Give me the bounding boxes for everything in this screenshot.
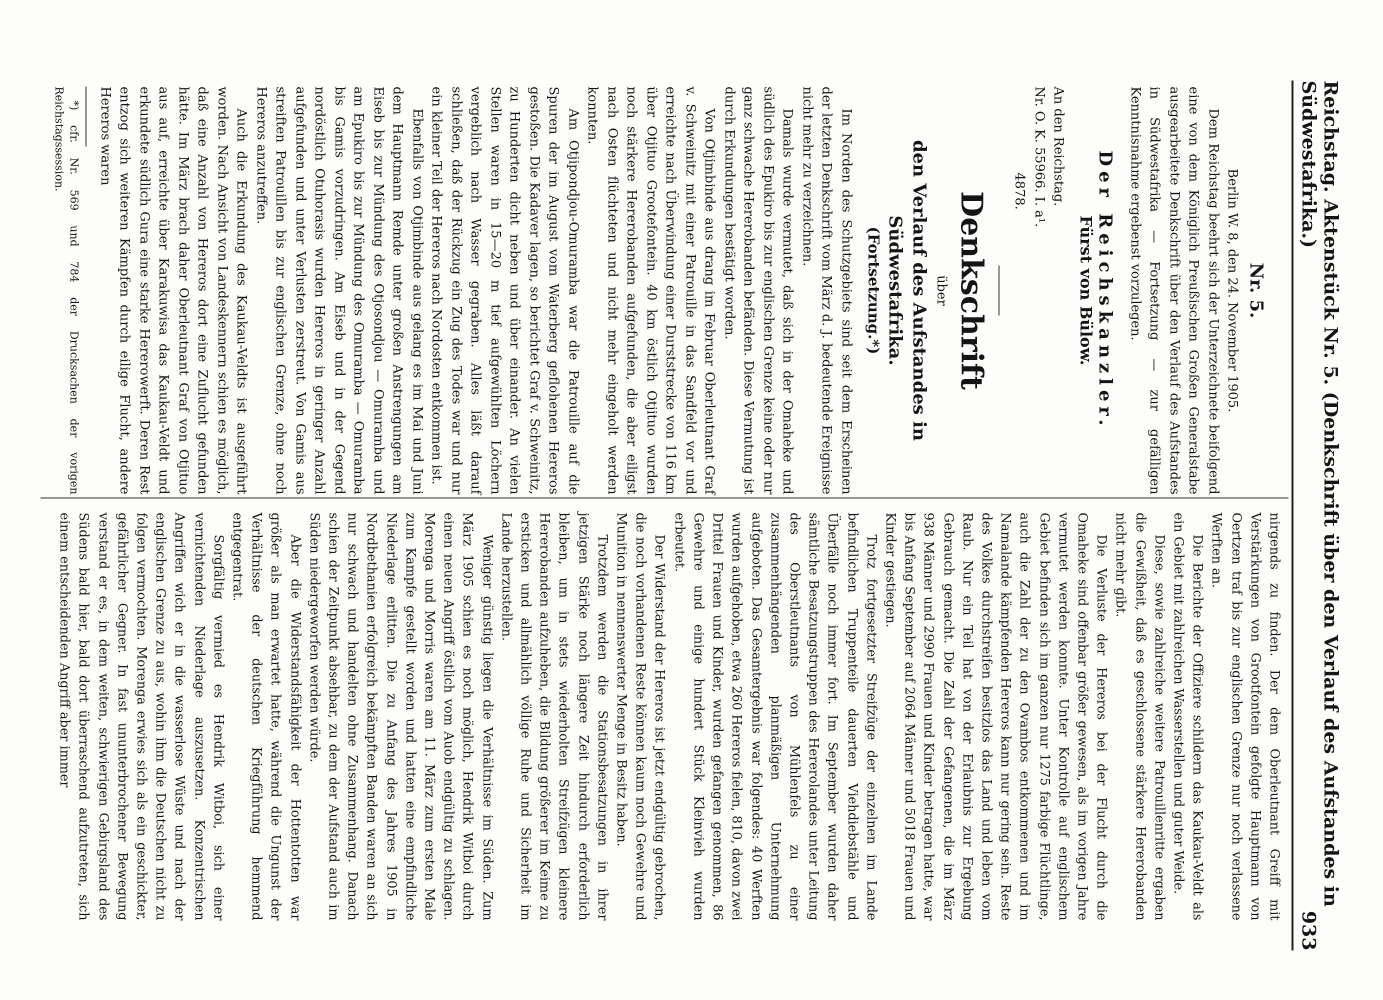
body-paragraph: Die Verluste der Hereros bei der Flucht durch die Omaheke sind offenbar größer gewesen, als im vorigen Jahre vermutet werden konnte. Unter Kontrolle auf englischem Gebiet befinden sich im ganzen nur 1275 farbige Flüchtlinge, auch die Zahl der zu den Ovambos entkommenen und im Namalande kämpfenden Hereros kann nur gering sein. Reste des Volkes durchstreifen besitzlos das Land und leben vom Raub. Nur ein Teil hat von der Erlaubnis zur Ergebung Gebrauch gemacht. Die Zahl der Gefangenen, die im März 938 Männer und 2990 Frauen und Kinder betragen hatte, war bis Anfang September auf 2064 Männer und 5018 Frauen und Kinder gestiegen. (881, 512, 1109, 920)
signer-title: Der Reichskanzler. (1094, 149, 1116, 431)
reference-number: 4878. (1011, 172, 1027, 210)
main-title: Denkschrift (953, 190, 988, 390)
body-paragraph: Trotzdem werden die Stationsbesatzungen in ihrer jetzigen Stärke noch längere Zeit hindurch erforderlich bleiben, um in stets wiederholten Streifzügen kleinere Hererobanden aufzuheben, die Bildung größerer im Keime zu ersticken und allmählich völlige Ruhe und Sicherheit im Lande herzustellen. (497, 512, 609, 920)
body-paragraph: Auch die Erkundung des Kaukau-Veldts ist ausgeführt worden. Nach Ansicht von Landeskennern schien es möglich, daß eine Anzahl von Hereros dort eine Zuflucht gefunden hätte. Im März brach daher Oberleutnant Graf von Otjituo aus auf, erreichte über Karakuwisa das Kaukau-Veldt und erkundete südlich Gura eine starke Hererowerft. Deren Rest entzog sich weiteren Kämpfen durch eilige Flucht, andere Hereros waren (97, 86, 249, 494)
document-number: Nr. 5. (1245, 262, 1266, 318)
date-line: Berlin W. 8, den 24. November 1905. (1224, 168, 1240, 412)
body-paragraph: Aber die Widerstandsfähigkeit der Hottentotten war größer als man erwartet hatte, während die Ungunst der Verhältnisse der deutschen Kriegführung hemmend entgegentrat. (229, 512, 302, 920)
footnote-rule (86, 86, 87, 146)
continuation-note: (Fortsetzung.*) (864, 226, 883, 354)
separator-rule (998, 265, 999, 315)
body-paragraph: Trotz fortgesetzter Streifzüge der einzelnen im Lande befindlichen Truppenteile dauerten Viehdiebstähle und Überfälle noch immer fort. Im September wurden daher sämtliche Besatzungstruppen des Hererolandes unter Leitung des Oberstleutnants von Mühlenfels zu einer zusammenhängenden planmäßigen Unternehmung aufgeboten. Das Gesamtergebnis war folgendes: 40 Werften wurden aufgehoben, etwa 260 Hereros fielen, 810, davon zwei Drittel Frauen und Kinder, wurden gefangen genommen, 86 Gewehre und einige hundert Stück Kleinvieh wurden erbeutet. (670, 512, 878, 920)
body-paragraph: Im Norden des Schutzgebiets sind seit dem Erscheinen der letzten Denkschrift vom März d. J. bedeutende Ereignisse nicht mehr zu verzeichnen. (799, 86, 853, 494)
body-paragraph: Am Otjipondjou-Omuramba war die Patrouille auf die Spuren der im August vom Waterberg geflohenen Hereros gestoßen. Die Kadaver lagen, so berichtet Graf v. Schweinitz, zu Hunderten dicht neben und über einander. An vielen Stellen waren in 15—20 m tief aufgewühlten Löchern vergeblich nach Wasser gegraben. Alles läßt darauf schließen, daß der Rückzug ein Zug des Todes war und nur ein kleiner Teil der Hereros nach Nordosten entkommen ist. (428, 86, 580, 494)
body-paragraph: Weniger günstig liegen die Verhältnisse im Süden. Zum März 1905 schien es noch möglich, Hendrik Witboi durch einen neuen Angriff östlich vom Auob endgültig zu schlagen. Morenga und Morris waren am 11. März zum ersten Male zum Kampfe gestellt worden und hatten eine empfindliche Niederlage erlitten. Die zu Anfang des Jahres 1905 in Nordbethanien erfolgreich bekämpften Banden waren an sich nur schwach und handelten ohne Zusammenhang. Danach schien der Zeitpunkt absehbar, zu dem der Aufstand auch im Süden niedergeworfen werden würde. (305, 512, 494, 920)
right-column (54, 512, 1283, 920)
page-number: 933 (1297, 910, 1319, 950)
body-paragraph: Damals wurde vermutet, daß sich in der Omaheke und südlich des Epukiro bis zur englischen Grenze keine oder nur ganz schwache Hererobanden befänden. Diese Vermutung ist durch Erkundungen bestätigt worden. (721, 86, 795, 494)
body-paragraph: Diese, sowie zahlreiche weitere Patrouillenritte ergaben die Gewißheit, daß es geschlossene stärkere Hererobanden nicht mehr gibt. (1112, 512, 1166, 920)
ueber-word: über (933, 274, 948, 306)
addressee: An den Reichstag. (1050, 86, 1066, 206)
body-paragraph: Der Widerstand der Hereros ist jetzt endgültig gebrochen, die noch vorhandenen Reste können kaum noch Gewehre und Munition in nennenswerter Menge in Besitz haben. (613, 512, 667, 920)
body-paragraph: Ebenfalls von Otjimbinde aus gelang es im Mai und Juni dem Hauptmann Remde unter großen Anstrengungen am Eiseb bis zur Mündung des Otjosondjou — Omuramba und am Epukiro bis zur Mündung des Omuramba — Omuramba bis Gamis vorzudringen. Am Eiseb und in der Gegend nordöstlich Otuhorasis wurden Hereros in geringer Anzahl aufgefunden und unter Verlusten zerstreut. Von Gamis aus streiften Patrouillen bis zur englischen Grenze, ohne noch Hereros anzutreffen. (253, 86, 424, 494)
body-paragraph: Die Berichte der Offiziere schildern das Kaukau-Veldt als ein Gebiet mit zahlreichen Wasserstellen und guter Weide. (1169, 512, 1205, 920)
body-paragraph: nirgends zu finden. Der dem Oberleutnant Greiff mit Verstärkungen von Grootfontein gefolgte Hauptmann von Oertzen traf bis zur englischen Grenze nur noch verlassene Werften an. (1208, 512, 1281, 920)
footnote: *) cfr. Nr. 569 und 784 der Drucksachen der vorigen Reichstagssession. (52, 86, 81, 494)
column-divider (40, 497, 1288, 498)
subject-title: den Verlauf des Aufstandes in Südwestafrika. (884, 139, 930, 441)
body-paragraph: Von Otjimbinde aus drang im Februar Oberleutnant Graf v. Schweinitz mit einer Patrouille in das Sandfeld vor und erreichte nach Überwindung einer Durststrecke von 116 km über Otjituo Grootefontein. 40 km östlich Otjituo wurden noch stärkere Hererobanden aufgefunden, die aber eiligst nach Osten flüchteten und nicht mehr eingeholt werden konnten. (584, 86, 717, 494)
intro-paragraph: Dem Reichstag beehrt sich der Unterzeichnete beifolgend eine von dem Königlich Preußischen Großen Generalstabe ausgearbeitete Denkschrift über den Verlauf des Aufstandes in Südwestafrika — Fortsetzung — zur gefälligen Kenntnisnahme ergebenst vorzulegen. (1127, 86, 1220, 494)
running-header (1291, 80, 1341, 950)
left-column (52, 86, 1284, 494)
reference-line: Nr. O. K. 55966. I. a¹. (1031, 86, 1046, 227)
signer-name: Fürst von Bülow. (1076, 215, 1095, 365)
running-title: Reichstag. Aktenstück Nr. 5. (Denkschrift über den Verlauf des Aufstandes in Südwestafrika.) (1297, 80, 1341, 907)
body-paragraph: Sorgfältig vermied es Hendrik Witboi, sich einer vernichtenden Niederlage auszusetzen. Konzentrischen Angriffen wich er in die wasserlose Wüste und nach der englischen Grenze zu aus, wohin ihm die Deutschen nicht zu folgen vermochten. Morenga erwies sich als ein geschickter, gefährlicher Gegner. In fast ununterbrochener Bewegung verstand er es, in dem weiten, schwierigen Gebirgsland des Südens bald hier, bald dort überraschend aufzutreten, sich einem entscheidenden Angriff aber immer (56, 512, 225, 920)
